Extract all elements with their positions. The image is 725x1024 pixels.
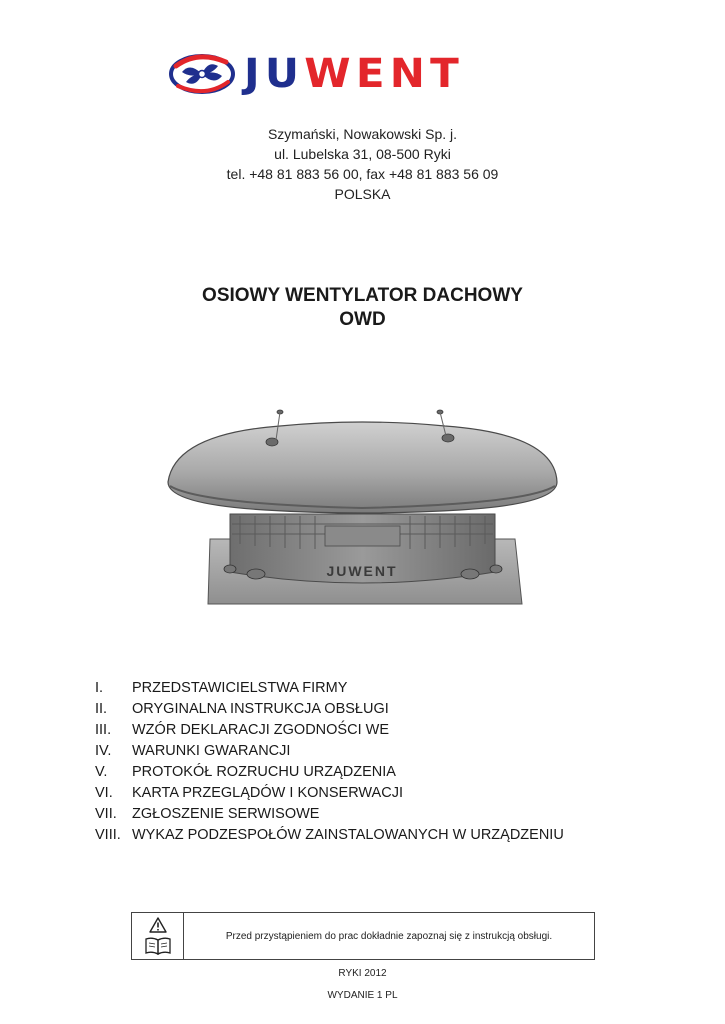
toc-item-label: WARUNKI GWARANCJI (132, 743, 291, 759)
toc-item (95, 783, 655, 804)
footer-place-year: RYKI 2012 (338, 968, 387, 979)
toc-item (95, 762, 655, 783)
company-logo (168, 52, 538, 96)
toc-item-label: PRZEDSTAWICIELSTWA FIRMY (132, 680, 348, 696)
toc-item-number: II. (95, 701, 108, 717)
title-line-1: OSIOWY WENTYLATOR DACHOWY (202, 285, 523, 306)
address-phone-fax: tel. +48 81 883 56 00, fax +48 81 883 56 09 (226, 166, 499, 182)
footer-edition: WYDANIE 1 PL (327, 990, 398, 1001)
fan-logo-icon (168, 52, 236, 96)
toc-item-label: WZÓR DEKLARACJI ZGODNOŚCI WE (132, 722, 389, 738)
table-of-contents (95, 678, 655, 846)
product-photo (160, 404, 565, 609)
toc-item-number: VIII. (95, 827, 121, 843)
logo-text-went: WENT (304, 51, 465, 97)
toc-item-number: IV. (95, 743, 112, 759)
toc-item-number: VI. (95, 785, 113, 801)
document-title (0, 284, 725, 332)
address-country: POLSKA (334, 186, 391, 202)
logo-wordmark (244, 51, 465, 97)
toc-item (95, 825, 655, 846)
warning-icons (132, 913, 184, 959)
warning-box (131, 912, 595, 960)
product-brand-label: JUWENT (326, 563, 398, 579)
toc-item-number: I. (95, 680, 104, 696)
toc-item (95, 699, 655, 720)
warning-text: Przed przystąpieniem do prac dokładnie zapoznaj się z instrukcją obsługi. (225, 930, 553, 942)
logo-text-ju: JU (244, 51, 305, 97)
toc-item-label: WYKAZ PODZESPOŁÓW ZAINSTALOWANYCH W URZĄDZENIU (132, 827, 564, 843)
toc-item-label: KARTA PRZEGLĄDÓW I KONSERWACJI (132, 785, 403, 801)
toc-item-label: PROTOKÓŁ ROZRUCHU URZĄDZENIA (132, 764, 396, 780)
title-line-2: OWD (339, 309, 386, 330)
address-street: ul. Lubelska 31, 08-500 Ryki (274, 146, 451, 162)
toc-item-label: ZGŁOSZENIE SERWISOWE (132, 806, 320, 822)
toc-item-number: VII. (95, 806, 117, 822)
warning-triangle-icon (149, 917, 167, 933)
company-address (0, 124, 725, 204)
toc-item (95, 678, 655, 699)
address-company-name: Szymański, Nowakowski Sp. j. (267, 126, 458, 142)
toc-item (95, 804, 655, 825)
toc-item (95, 720, 655, 741)
toc-item-number: V. (95, 764, 108, 780)
toc-item-label: ORYGINALNA INSTRUKCJA OBSŁUGI (132, 701, 389, 717)
toc-item-number: III. (95, 722, 112, 738)
manual-book-icon (145, 937, 171, 955)
toc-item (95, 741, 655, 762)
